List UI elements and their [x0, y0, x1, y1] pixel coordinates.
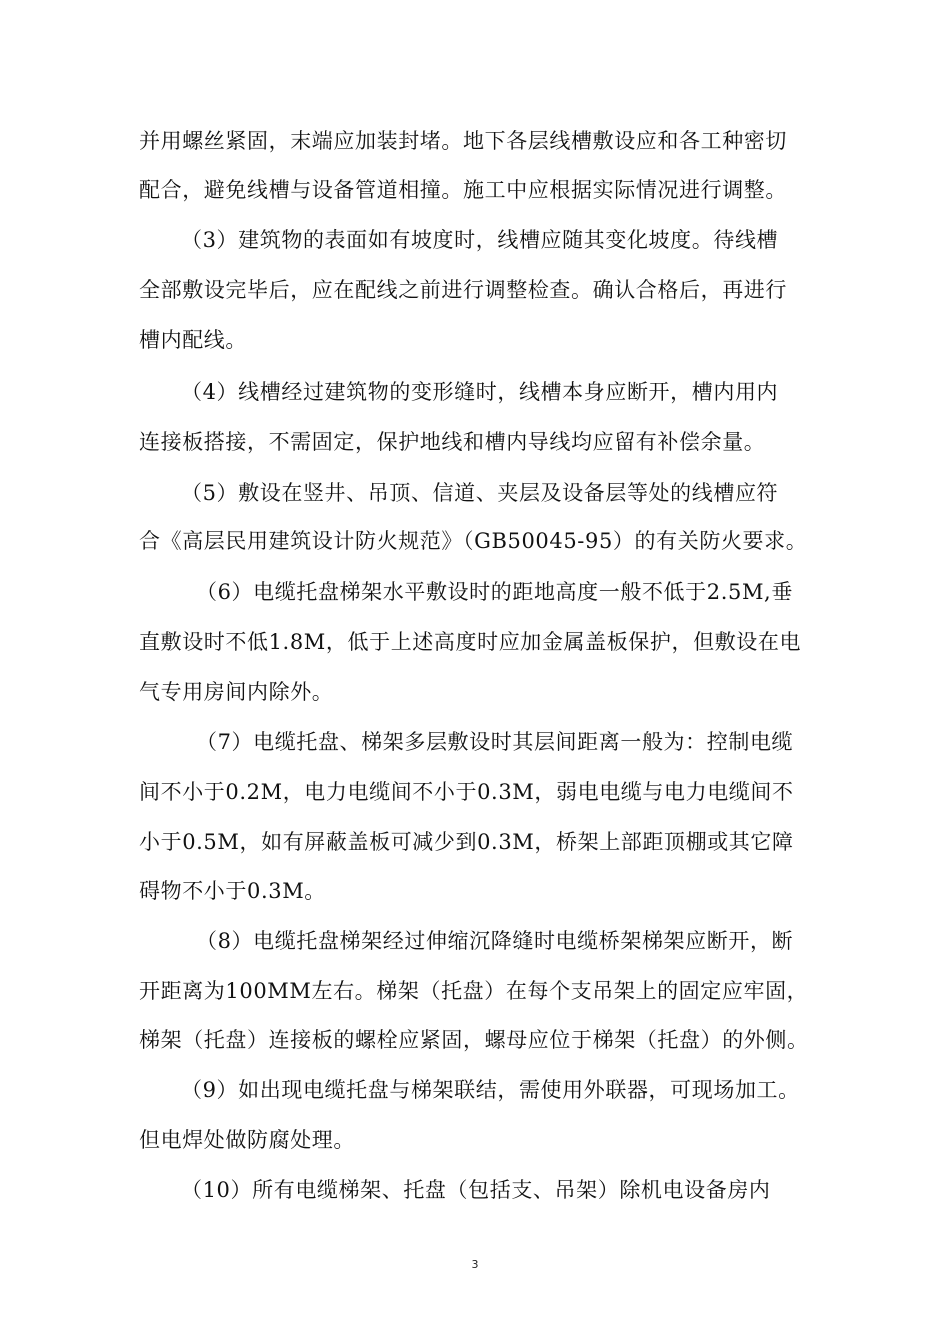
text-line: 小于0.5M，如有屏蔽盖板可减少到0.3M，桥架上部距顶棚或其它障	[139, 830, 794, 854]
text-line: 气专用房间内除外。	[139, 680, 334, 704]
text-line: 间不小于0.2M，电力电缆间不小于0.3M，弱电电缆与电力电缆间不	[139, 780, 794, 804]
text-line: 开距离为100MM左右。梯架（托盘）在每个支吊架上的固定应牢固，	[139, 979, 809, 1003]
text-line: 配合，避免线槽与设备管道相撞。施工中应根据实际情况进行调整。	[139, 178, 787, 202]
paragraph-6-first-line: （6）电缆托盘梯架水平敷设时的距地高度一般不低于2.5M,垂	[196, 580, 793, 604]
page-number: 3	[471, 1258, 479, 1271]
text-line: 直敷设时不低1.8M，低于上述高度时应加金属盖板保护，但敷设在电	[139, 630, 802, 654]
text-line: 碍物不小于0.3M。	[139, 879, 326, 903]
text-line: 梯架（托盘）连接板的螺栓应紧固，螺母应位于梯架（托盘）的外侧。	[139, 1028, 809, 1052]
text-line: 连接板搭接，不需固定，保护地线和槽内导线均应留有补偿余量。	[139, 430, 766, 454]
text-line: 全部敷设完毕后，应在配线之前进行调整检查。确认合格后，再进行	[139, 278, 787, 302]
text-line: 但电焊处做防腐处理。	[139, 1128, 355, 1152]
paragraph-4-first-line: （4）线槽经过建筑物的变形缝时，线槽本身应断开，槽内用内	[181, 380, 779, 404]
paragraph-3-first-line: （3）建筑物的表面如有坡度时，线槽应随其变化坡度。待线槽	[181, 228, 779, 252]
paragraph-7-first-line: （7）电缆托盘、梯架多层敷设时其层间距离一般为：控制电缆	[196, 730, 794, 754]
paragraph-9-first-line: （9）如出现电缆托盘与梯架联结，需使用外联器，可现场加工。	[181, 1078, 800, 1102]
paragraph-5-first-line: （5）敷设在竖井、吊顶、信道、夹层及设备层等处的线槽应符	[181, 481, 779, 505]
text-line: 合《高层民用建筑设计防火规范》（GB50045-95）的有关防火要求。	[139, 529, 808, 553]
text-line: 并用螺丝紧固，末端应加装封堵。地下各层线槽敷设应和各工种密切	[139, 129, 787, 153]
paragraph-8-first-line: （8）电缆托盘梯架经过伸缩沉降缝时电缆桥架梯架应断开，断	[196, 929, 794, 953]
paragraph-10-first-line: （10）所有电缆梯架、托盘（包括支、吊架）除机电设备房内	[181, 1178, 771, 1202]
text-line: 槽内配线。	[139, 328, 247, 352]
